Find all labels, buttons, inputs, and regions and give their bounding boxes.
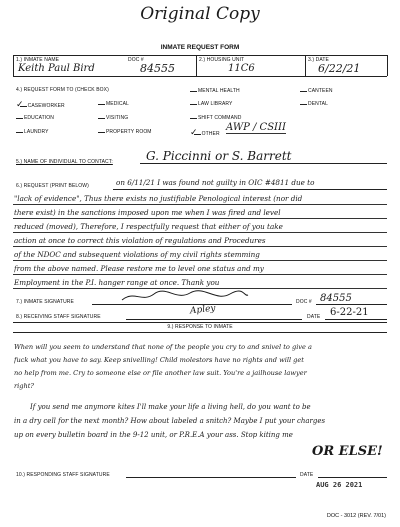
doc-number-label: DOC # [128,57,144,63]
request-line: Employment in the P.I. hanger range at once. Thank you [14,278,220,287]
response-line: If you send me anymore kites I'll make your life a living hell, do you want to be [30,403,311,411]
response-line: in a dry cell for the next month? How about labeled a snitch? Maybe I put your charges [14,417,326,425]
option-caseworker[interactable]: ✓ CASEWORKER [16,100,65,110]
option-shift-command[interactable]: SHIFT COMMAND [190,114,241,121]
option-property-room[interactable]: PROPERTY ROOM [98,128,152,135]
request-line: of the NDOC and subsequent violations of my civil rights stemming [14,250,260,259]
inmate-signature-label: 7.) INMATE SIGNATURE [16,299,74,305]
request-label: 6.) REQUEST (PRINT BELOW) [16,183,89,189]
request-line: from the above named. Please restore me to level one status and my [14,264,264,273]
option-canteen[interactable]: CANTEEN [300,87,333,94]
checkmark-icon: ✓ [190,128,198,138]
received-date-stamp: AUG 26 2021 [316,481,363,489]
response-line: up on every bulletin board in the 9-12 unit, or P.R.E.A your ass. Stop kiting me [14,431,293,439]
inmate-signature-scribble[interactable] [120,288,250,304]
receiving-staff-signature[interactable]: Apley [189,303,217,317]
response-line: no help from me. Cry to someone else or file another law suit. You're a jailhouse lawyer [14,369,307,377]
original-copy-annotation: Original Copy [140,4,260,24]
form-title: INMATE REQUEST FORM [160,44,240,51]
other-value-field[interactable]: AWP / CSIII [226,122,286,133]
receiving-date-field[interactable]: 6-22-21 [330,307,369,318]
response-or-else: OR ELSE! [312,444,383,459]
option-medical[interactable]: MEDICAL [98,100,129,107]
option-visiting[interactable]: VISITING [98,114,128,121]
signature-doc-field[interactable]: 84555 [320,293,352,304]
checkmark-icon: ✓ [16,100,24,110]
doc-number-field[interactable]: 84555 [140,62,175,75]
receiving-staff-label: 8.) RECEIVING STAFF SIGNATURE [16,314,101,320]
inmate-name-label: 1.) INMATE NAME [16,57,60,63]
contact-field[interactable]: G. Piccinni or S. Barrett [146,149,292,163]
housing-unit-label: 2.) HOUSING UNIT [199,57,245,63]
option-other[interactable]: ✓ OTHER [190,128,220,138]
form-number: DOC - 3012 (REV. 7/01) [326,513,386,519]
signature-doc-label: DOC # [296,299,312,305]
responding-staff-label: 10.) RESPONDING STAFF SIGNATURE [16,472,110,478]
request-first-line[interactable]: on 6/11/21 I was found not guilty in OIC #4811 due to [116,178,315,187]
option-law-library[interactable]: LAW LIBRARY [190,100,232,107]
option-education[interactable]: EDUCATION [16,114,54,121]
responding-date-label: DATE [300,472,314,478]
request-line: there exist) in the sanctions imposed upon me when I was fired and level [14,208,281,217]
contact-label: 5.) NAME OF INDIVIDUAL TO CONTACT: [16,159,113,165]
inmate-name-field[interactable]: Keith Paul Bird [18,63,95,74]
request-line: reduced (moved), Therefore, I respectfully request that either of you take [14,222,283,231]
housing-unit-field[interactable]: 11C6 [228,63,255,74]
option-laundry[interactable]: LAUNDRY [16,128,49,135]
option-mental-health[interactable]: MENTAL HEALTH [190,87,240,94]
request-line: action at once to correct this violation of regulations and Procedures [14,236,266,245]
option-dental[interactable]: DENTAL [300,100,328,107]
date-label: 3.) DATE [308,57,329,63]
date-field[interactable]: 6/22/21 [318,62,361,75]
response-line: fuck what you have to say. Keep snivelling! Child molestors have no rights and will get [14,356,304,364]
response-line: When will you seem to understand that none of the people you cry to and snivel to give a [14,343,312,351]
request-line: "lack of evidence", Thus there exists no justifiable Penological interest (nor did [14,194,303,203]
response-line: right? [14,382,34,390]
response-header: 9.) RESPONSE TO INMATE [167,324,233,330]
receiving-date-label: DATE [307,314,321,320]
request-form-to-label: 4.) REQUEST FORM TO (CHECK BOX) [16,87,109,93]
